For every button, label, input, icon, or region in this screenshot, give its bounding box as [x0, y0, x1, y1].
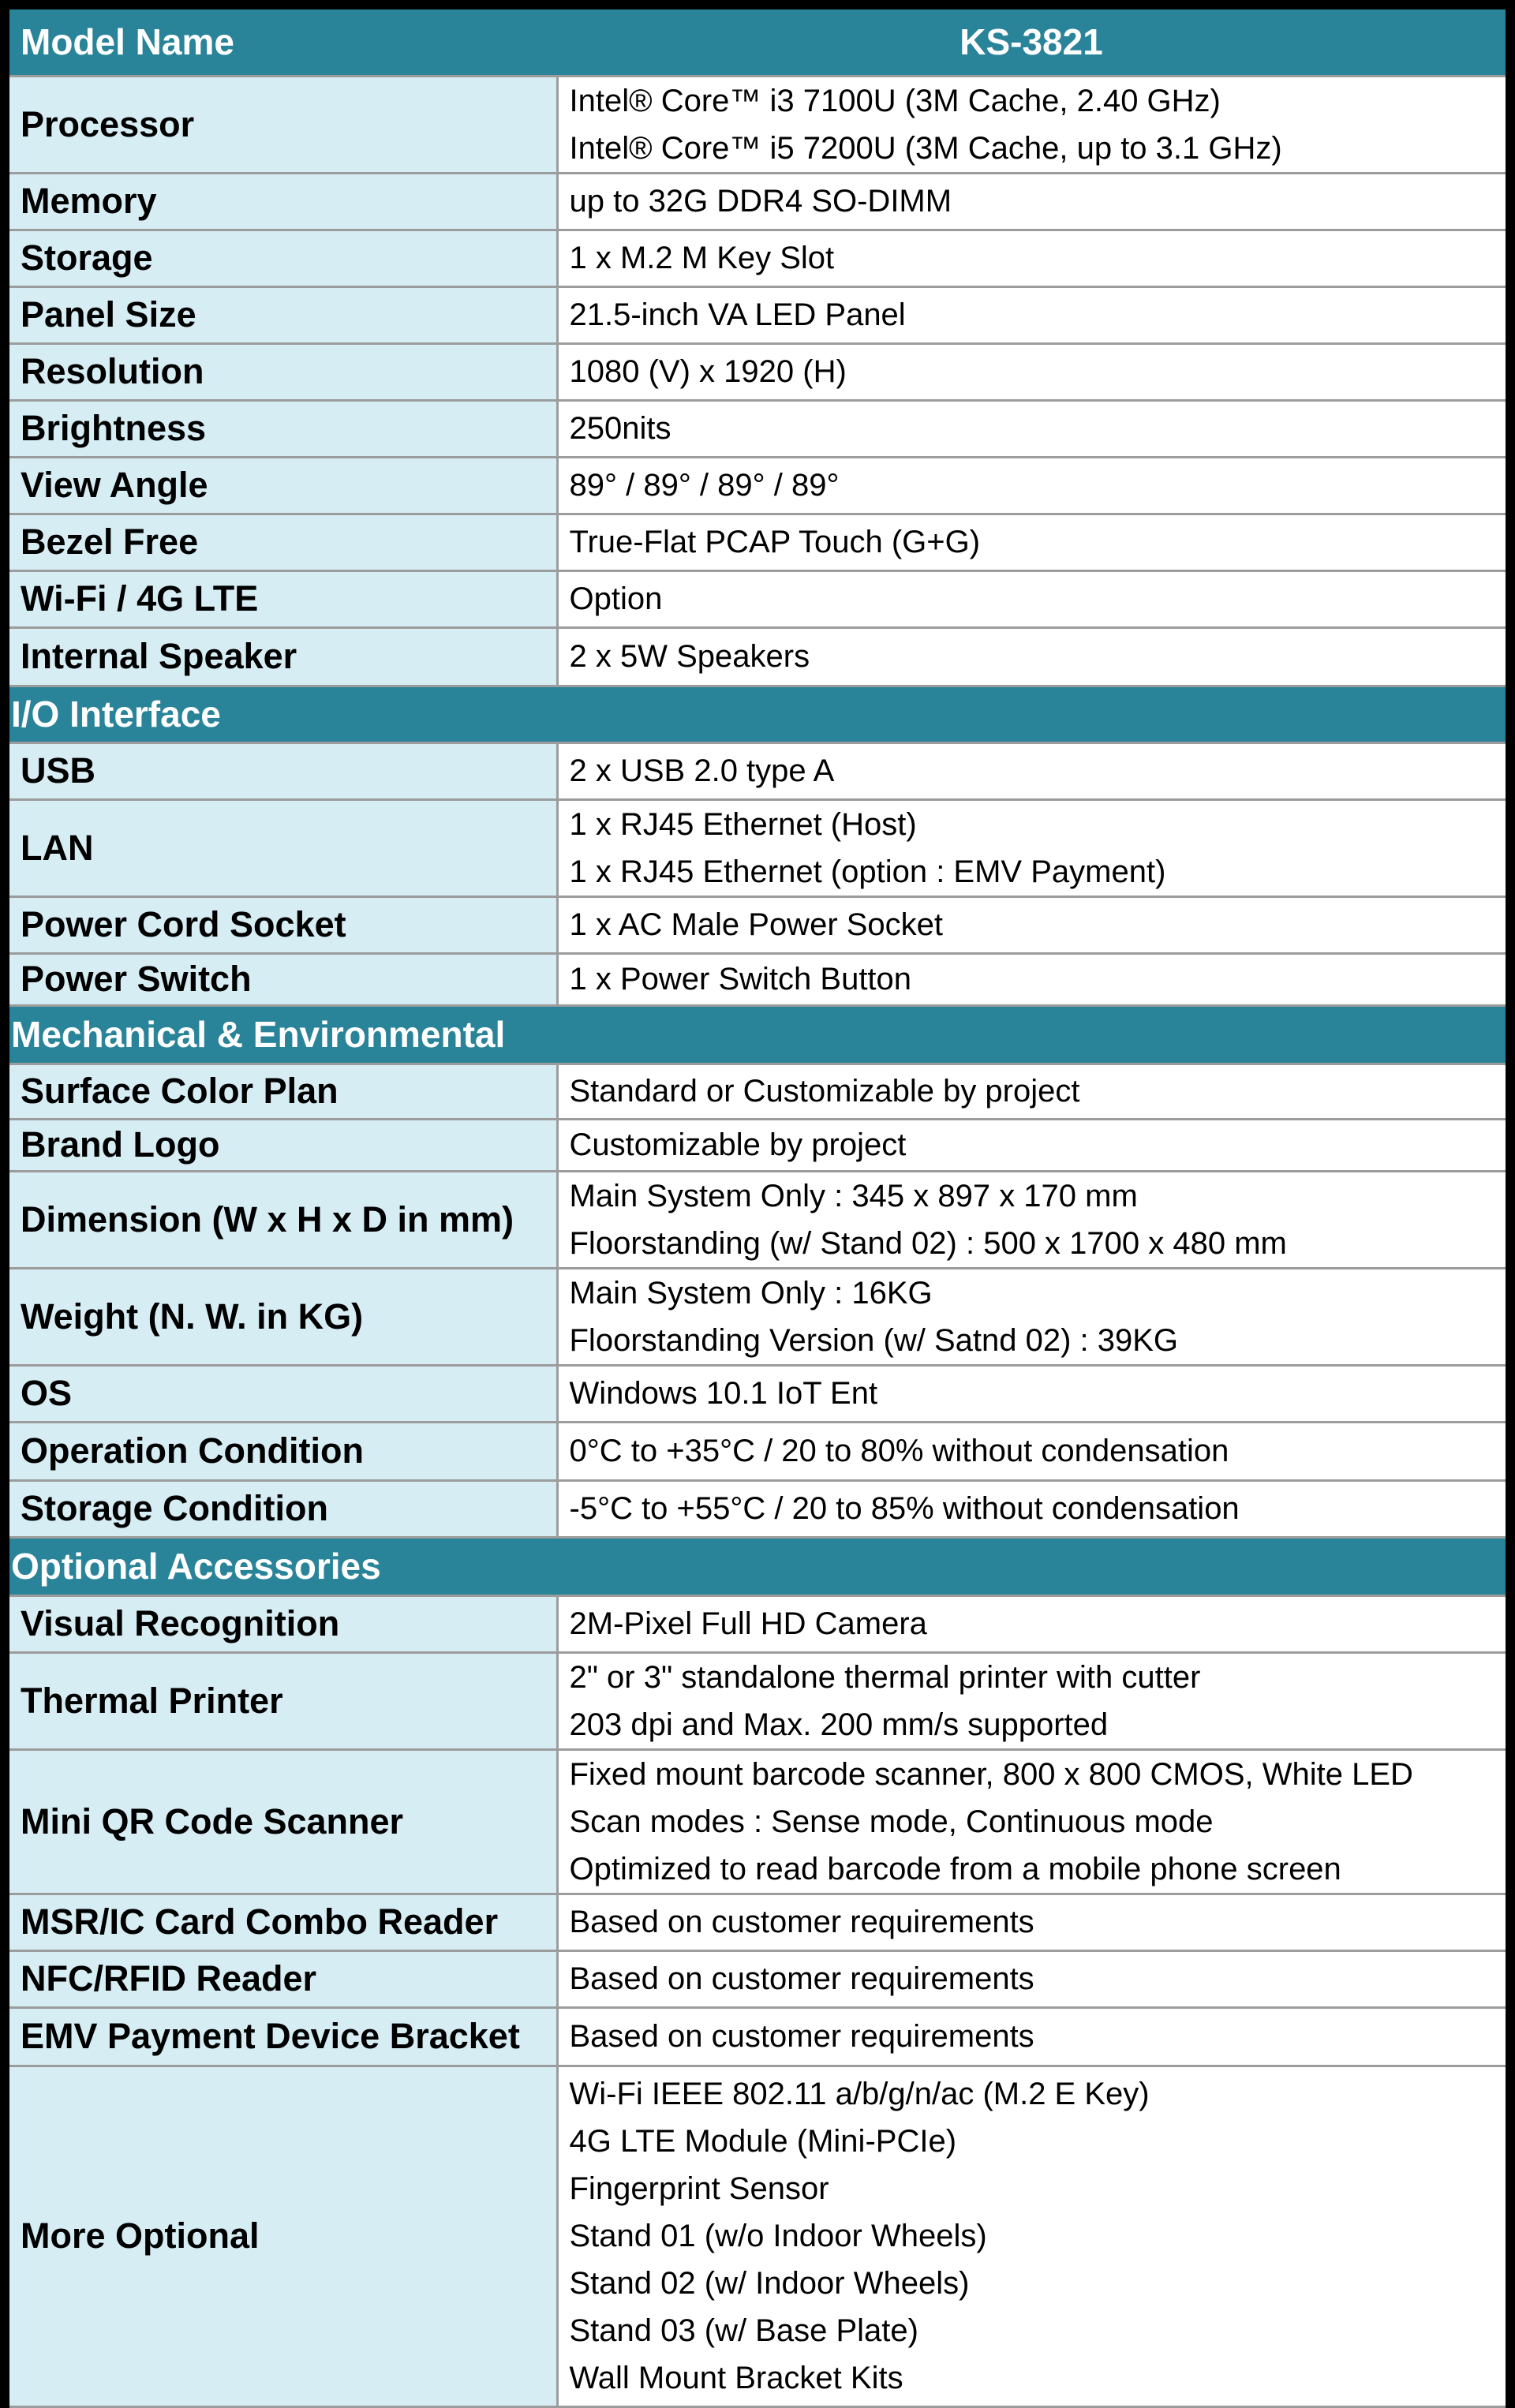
spec-label: View Angle — [9, 457, 557, 514]
spec-row-power-cord-socket — [9, 896, 1506, 953]
spec-label: Wi-Fi / 4G LTE — [9, 570, 557, 627]
spec-row-bezel-free — [9, 514, 1506, 570]
spec-label: USB — [9, 742, 557, 799]
spec-label: Thermal Printer — [9, 1652, 557, 1749]
spec-value-line: 1080 (V) x 1920 (H) — [569, 354, 847, 389]
spec-row-thermal-printer — [9, 1652, 1506, 1749]
spec-label: Storage Condition — [9, 1480, 557, 1537]
spec-value — [557, 1268, 1506, 1365]
spec-value-line: Floorstanding Version (w/ Satnd 02) : 39KG — [569, 1322, 1179, 1358]
spec-label: Bezel Free — [9, 514, 557, 570]
spec-value-line: Stand 03 (w/ Base Plate) — [569, 2313, 918, 2348]
spec-value-line: Windows 10.1 IoT Ent — [569, 1376, 878, 1411]
spec-value-line: Based on customer requirements — [569, 1905, 1034, 1939]
spec-label: Brightness — [9, 400, 557, 457]
spec-row-view-angle — [9, 457, 1506, 514]
spec-value-line: Floorstanding (w/ Stand 02) : 500 x 1700 x 480 mm — [569, 1225, 1287, 1261]
spec-value — [557, 1749, 1506, 1894]
spec-value — [557, 2066, 1506, 2406]
spec-label: Surface Color Plan — [9, 1064, 557, 1119]
spec-value-line: Fixed mount barcode scanner, 800 x 800 CMOS, White LED — [569, 1756, 1413, 1792]
model-name-label: Model Name — [9, 9, 557, 76]
section-title: I/O Interface — [9, 686, 1506, 742]
spec-row-usb — [9, 742, 1506, 799]
spec-row-emv-payment-device-bracket — [9, 2007, 1506, 2066]
spec-value-line: -5°C to +55°C / 20 to 85% without condensation — [569, 1491, 1240, 1526]
spec-row-more-optional — [9, 2066, 1506, 2406]
spec-value — [557, 457, 1506, 514]
section-header-optional-accessories — [9, 1537, 1506, 1595]
spec-value-line: 1 x M.2 M Key Slot — [569, 241, 835, 275]
spec-label: More Optional — [9, 2066, 557, 2406]
spec-value — [557, 742, 1506, 799]
spec-value-line: 1 x AC Male Power Socket — [569, 907, 944, 942]
spec-value-line: 1 x Power Switch Button — [569, 962, 912, 996]
spec-value-line: Intel® Core™ i3 7100U (3M Cache, 2.40 GHz) — [569, 83, 1221, 118]
spec-label: NFC/RFID Reader — [9, 1950, 557, 2007]
spec-label: Panel Size — [9, 286, 557, 343]
spec-row-brightness — [9, 400, 1506, 457]
spec-value-line: Scan modes : Sense mode, Continuous mode — [569, 1804, 1214, 1839]
spec-value-line: 2 x 5W Speakers — [569, 639, 810, 674]
spec-row-dimension-w-x-h-x-d-in-mm — [9, 1171, 1506, 1268]
spec-value-line: Main System Only : 16KG — [569, 1275, 933, 1311]
spec-value-line: up to 32G DDR4 SO-DIMM — [569, 184, 952, 219]
spec-value-line: Main System Only : 345 x 897 x 170 mm — [569, 1178, 1138, 1213]
spec-value-line: 21.5-inch VA LED Panel — [569, 297, 906, 332]
spec-value — [557, 286, 1506, 343]
spec-row-lan — [9, 799, 1506, 896]
spec-label: Dimension (W x H x D in mm) — [9, 1171, 557, 1268]
spec-value-line: Intel® Core™ i5 7200U (3M Cache, up to 3.1 GHz) — [569, 130, 1282, 166]
section-title: Mechanical & Environmental — [9, 1005, 1506, 1064]
spec-value — [557, 400, 1506, 457]
spec-row-processor — [9, 76, 1506, 173]
header-row — [9, 9, 1506, 76]
spec-value-line: Fingerprint Sensor — [569, 2171, 829, 2206]
spec-row-operation-condition — [9, 1422, 1506, 1480]
spec-row-surface-color-plan — [9, 1064, 1506, 1119]
spec-value-line: 250nits — [569, 411, 671, 446]
spec-label: Internal Speaker — [9, 627, 557, 686]
spec-label: OS — [9, 1365, 557, 1422]
spec-value — [557, 896, 1506, 953]
spec-label: EMV Payment Device Bracket — [9, 2007, 557, 2066]
spec-label: Weight (N. W. in KG) — [9, 1268, 557, 1365]
spec-value — [557, 953, 1506, 1005]
spec-value — [557, 514, 1506, 570]
spec-row-resolution — [9, 343, 1506, 400]
spec-value-line: 203 dpi and Max. 200 mm/s supported — [569, 1707, 1109, 1742]
spec-label: Storage — [9, 230, 557, 286]
spec-value — [557, 1950, 1506, 2007]
spec-row-visual-recognition — [9, 1595, 1506, 1652]
spec-value — [557, 799, 1506, 896]
spec-row-msr-ic-card-combo-reader — [9, 1894, 1506, 1950]
section-header-i-o-interface — [9, 686, 1506, 742]
spec-row-panel-size — [9, 286, 1506, 343]
spec-value — [557, 627, 1506, 686]
spec-value — [557, 2007, 1506, 2066]
spec-row-storage-condition — [9, 1480, 1506, 1537]
spec-label: Operation Condition — [9, 1422, 557, 1480]
spec-row-power-switch — [9, 953, 1506, 1005]
spec-value-line: Based on customer requirements — [569, 1961, 1034, 1996]
spec-value — [557, 343, 1506, 400]
spec-row-wi-fi-4g-lte — [9, 570, 1506, 627]
spec-value-line: Stand 01 (w/o Indoor Wheels) — [569, 2219, 987, 2253]
spec-value — [557, 230, 1506, 286]
spec-value — [557, 173, 1506, 230]
section-header-mechanical-environmental — [9, 1005, 1506, 1064]
spec-value-line: Wall Mount Bracket Kits — [569, 2361, 903, 2395]
spec-label: Power Cord Socket — [9, 896, 557, 953]
spec-value-line: 1 x RJ45 Ethernet (option : EMV Payment) — [569, 854, 1166, 889]
spec-value-line: 89° / 89° / 89° / 89° — [569, 468, 840, 503]
spec-value-line: Customizable by project — [569, 1127, 907, 1162]
spec-row-nfc-rfid-reader — [9, 1950, 1506, 2007]
spec-value — [557, 1894, 1506, 1950]
spec-row-weight-n-w-in-kg — [9, 1268, 1506, 1365]
spec-value-line: Standard or Customizable by project — [569, 1074, 1080, 1109]
spec-sheet — [9, 9, 1506, 2395]
spec-value — [557, 1422, 1506, 1480]
spec-value — [557, 570, 1506, 627]
spec-value — [557, 1064, 1506, 1119]
spec-value-line: True-Flat PCAP Touch (G+G) — [569, 525, 981, 559]
spec-value — [557, 1595, 1506, 1652]
spec-value-line: 0°C to +35°C / 20 to 80% without condensation — [569, 1434, 1229, 1468]
spec-value-line: 1 x RJ45 Ethernet (Host) — [569, 806, 917, 842]
spec-label: Memory — [9, 173, 557, 230]
spec-row-internal-speaker — [9, 627, 1506, 686]
spec-row-brand-logo — [9, 1119, 1506, 1171]
section-title: Optional Accessories — [9, 1537, 1506, 1595]
spec-value-line: 4G LTE Module (Mini-PCIe) — [569, 2124, 957, 2159]
spec-label: Visual Recognition — [9, 1595, 557, 1652]
spec-row-memory — [9, 173, 1506, 230]
spec-value-line: Stand 02 (w/ Indoor Wheels) — [569, 2266, 970, 2301]
spec-label: Mini QR Code Scanner — [9, 1749, 557, 1894]
model-name-value: KS-3821 — [557, 9, 1506, 76]
spec-row-storage — [9, 230, 1506, 286]
spec-row-os — [9, 1365, 1506, 1422]
spec-label: Processor — [9, 76, 557, 173]
spec-value — [557, 76, 1506, 173]
spec-value — [557, 1119, 1506, 1171]
spec-value — [557, 1652, 1506, 1749]
spec-label: Brand Logo — [9, 1119, 557, 1171]
spec-value-line: 2M-Pixel Full HD Camera — [569, 1606, 927, 1641]
spec-value — [557, 1480, 1506, 1537]
spec-value-line: Based on customer requirements — [569, 2019, 1034, 2054]
spec-value — [557, 1365, 1506, 1422]
spec-value-line: Wi-Fi IEEE 802.11 a/b/g/n/ac (M.2 E Key) — [569, 2077, 1150, 2111]
spec-label: Power Switch — [9, 953, 557, 1005]
spec-value — [557, 1171, 1506, 1268]
spec-value-line: Optimized to read barcode from a mobile phone screen — [569, 1851, 1341, 1886]
spec-table — [9, 9, 1506, 2408]
spec-value-line: Option — [569, 581, 663, 616]
spec-row-mini-qr-code-scanner — [9, 1749, 1506, 1894]
spec-value-line: 2" or 3" standalone thermal printer with cutter — [569, 1659, 1201, 1695]
spec-value-line: 2 x USB 2.0 type A — [569, 753, 835, 788]
spec-label: LAN — [9, 799, 557, 896]
spec-label: Resolution — [9, 343, 557, 400]
spec-label: MSR/IC Card Combo Reader — [9, 1894, 557, 1950]
